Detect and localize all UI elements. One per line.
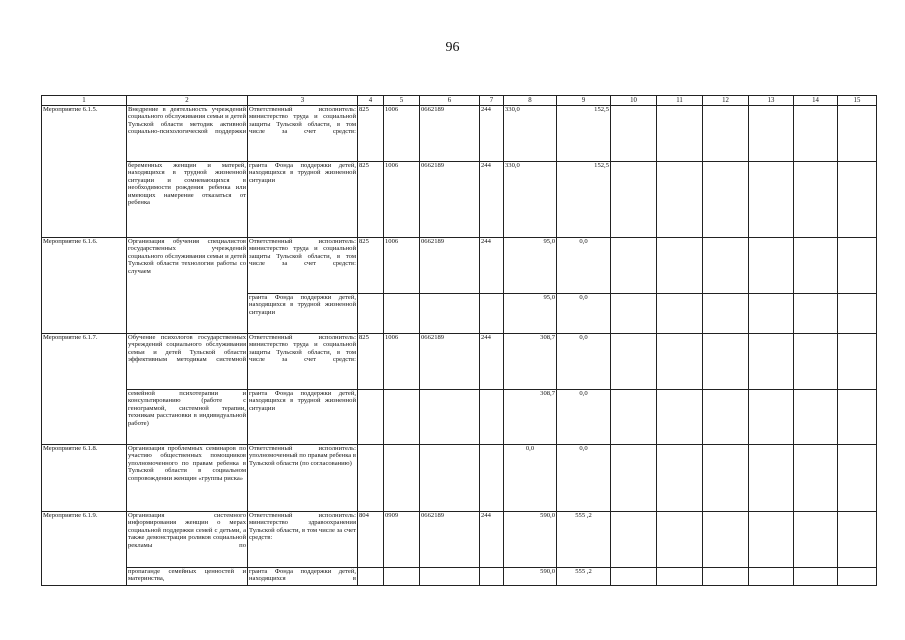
cell-c8: 330,0 [504, 106, 557, 162]
cell-c6: 0662189 [420, 106, 480, 162]
cell-c8: 330,0 [504, 162, 557, 238]
cell-c8: 95,0 [504, 294, 557, 334]
col-header: 1 [42, 96, 127, 106]
table-row [42, 445, 877, 512]
col-header: 10 [611, 96, 657, 106]
page-number: 96 [445, 40, 460, 55]
cell-c7 [480, 445, 504, 512]
event-description: семейной психотерапии и консультированию (работе с генограммой, системной терапии, техникам расстановки в индивидуальной работе) [127, 390, 248, 445]
cell-c6: 0662189 [420, 162, 480, 238]
event-description: беременных женщин и матерей, находящихся в трудной жизненной ситуации и сомневающихся в необходимости рождения ребенка или имеющих намерение отказаться от ребенка [127, 162, 248, 238]
cell-c7: 244 [480, 162, 504, 238]
cell-c5: 1006 [384, 162, 420, 238]
cell-c6: 0662189 [420, 334, 480, 390]
table-row [42, 512, 877, 568]
event-description: пропаганде семейных ценностей и материнства, [127, 568, 248, 586]
cell-c9: 152,5 [557, 162, 611, 238]
executor: Ответственный исполнитель: министерство труда и социальной защиты Тульской области, в том числе за счет средств: [248, 106, 358, 162]
cell-c5 [384, 568, 420, 586]
cell-c6 [420, 568, 480, 586]
event-description: Организация обучения специалистов государственных учреждений социального обслуживания семьи и детей Тульской области технологии работы со случаем [127, 238, 248, 334]
cell-c4 [358, 445, 384, 512]
cell-c5: 1006 [384, 238, 420, 294]
table-row [42, 568, 877, 586]
budget-table [41, 95, 877, 586]
cell-c5 [384, 445, 420, 512]
cell-c6 [420, 294, 480, 334]
table-row [42, 106, 877, 162]
cell-c4: 825 [358, 106, 384, 162]
event-id: Мероприятие 6.1.7. [42, 334, 127, 445]
executor: гранта Фонда поддержки детей, находящихся в трудной жизненной ситуации [248, 390, 358, 445]
cell-c4 [358, 390, 384, 445]
cell-c8: 590,0 [504, 568, 557, 586]
executor: Ответственный исполнитель: уполномоченный по правам ребенка в Тульской области (по согласованию) [248, 445, 358, 512]
cell-c4: 825 [358, 238, 384, 294]
col-header: 9 [557, 96, 611, 106]
cell-c5: 1006 [384, 106, 420, 162]
cell-c5 [384, 294, 420, 334]
cell-c7: 244 [480, 106, 504, 162]
table-row [42, 162, 877, 238]
col-header: 5 [384, 96, 420, 106]
event-description: Организация системного информирования женщин о мерах социальной поддержки семей с детьми, а также демонстрация роликов социальной рекламы по [127, 512, 248, 568]
cell-c9: 0,0 [557, 294, 611, 334]
cell-c7 [480, 294, 504, 334]
col-header: 11 [657, 96, 703, 106]
col-header: 6 [420, 96, 480, 106]
cell-c6 [420, 390, 480, 445]
executor: гранта Фонда поддержки детей, находящихся в [248, 568, 358, 586]
event-description: Обучение психологов государственных учреждений социального обслуживания семьи и детей Тульской области эффективным методикам системной [127, 334, 248, 390]
cell-c5: 0909 [384, 512, 420, 568]
cell-c4: 825 [358, 162, 384, 238]
col-header: 13 [749, 96, 794, 106]
cell-c7: 244 [480, 238, 504, 294]
executor: Ответственный исполнитель: министерство труда и социальной защиты Тульской области, в том числе за счет средств: [248, 238, 358, 294]
cell-c5: 1006 [384, 334, 420, 390]
cell-c9: 0,0 [557, 334, 611, 390]
cell-c6 [420, 445, 480, 512]
event-id: Мероприятие 6.1.6. [42, 238, 127, 334]
col-header: 3 [248, 96, 358, 106]
cell-c4 [358, 294, 384, 334]
executor: гранта Фонда поддержки детей, находящихся в трудной жизненной ситуации [248, 162, 358, 238]
col-header: 7 [480, 96, 504, 106]
executor: Ответственный исполнитель: министерство труда и социальной защиты Тульской области, в том числе за счет средств: [248, 334, 358, 390]
event-description: Внедрение в деятельность учреждений социального обслуживания семьи и детей Тульской области методик активной социально-психологической поддержки [127, 106, 248, 162]
event-id: Мероприятие 6.1.9. [42, 512, 127, 586]
cell-c9: 555 ,2 [557, 512, 611, 568]
event-description: Организация проблемных семинаров по участию общественных помощников уполномоченного по правам ребенка в Тульской области в социальном сопровождении женщин «группы риска» [127, 445, 248, 512]
cell-c6: 0662189 [420, 238, 480, 294]
col-header: 8 [504, 96, 557, 106]
col-header: 12 [703, 96, 749, 106]
table-row [42, 390, 877, 445]
table-row [42, 334, 877, 390]
col-header: 14 [794, 96, 838, 106]
cell-c5 [384, 390, 420, 445]
cell-c9: 0,0 [557, 445, 611, 512]
cell-c8: 308,7 [504, 390, 557, 445]
cell-c7: 244 [480, 334, 504, 390]
col-header: 15 [838, 96, 877, 106]
cell-c4 [358, 568, 384, 586]
cell-c7 [480, 568, 504, 586]
cell-c8: 95,0 [504, 238, 557, 294]
cell-c8: 0,0 [504, 445, 557, 512]
header-row [42, 96, 877, 106]
cell-c9: 0,0 [557, 390, 611, 445]
executor: Ответственный исполнитель: министерство здравоохранения Тульской области, в том числе за счет средств: [248, 512, 358, 568]
cell-c4: 804 [358, 512, 384, 568]
cell-c9: 0,0 [557, 238, 611, 294]
executor: гранта Фонда поддержки детей, находящихся в трудной жизненной ситуации [248, 294, 358, 334]
cell-c9: 152,5 [557, 106, 611, 162]
table-row [42, 238, 877, 294]
col-header: 4 [358, 96, 384, 106]
col-header: 2 [127, 96, 248, 106]
cell-c4: 825 [358, 334, 384, 390]
cell-c8: 590,0 [504, 512, 557, 568]
event-id: Мероприятие 6.1.8. [42, 445, 127, 512]
cell-c8: 308,7 [504, 334, 557, 390]
event-id: Мероприятие 6.1.5. [42, 106, 127, 238]
cell-c6: 0662189 [420, 512, 480, 568]
cell-c7 [480, 390, 504, 445]
cell-c9: 555 ,2 [557, 568, 611, 586]
cell-c7: 244 [480, 512, 504, 568]
